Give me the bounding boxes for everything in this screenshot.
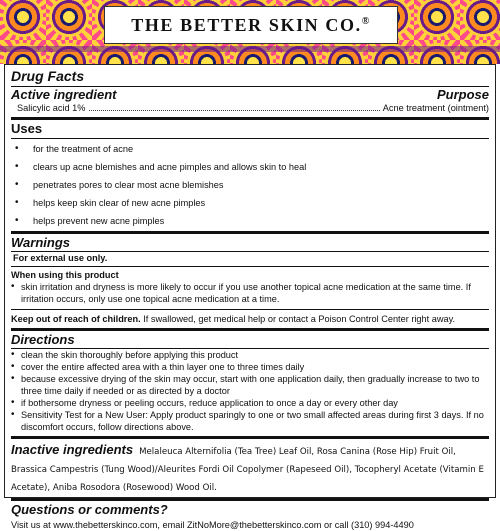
questions-heading: Questions or comments? xyxy=(11,502,168,517)
warnings-heading: Warnings xyxy=(11,235,70,250)
uses-item: • helps prevent new acne pimples xyxy=(11,215,489,227)
uses-list xyxy=(11,143,489,227)
inactive-ingredients-section xyxy=(11,441,489,495)
banner-stripe xyxy=(0,46,500,52)
directions-heading: Directions xyxy=(11,332,75,347)
inactive-ingredients-heading: Inactive ingredients xyxy=(11,442,134,457)
directions-item: • cover the entire affected area with a thin layer one to three times daily xyxy=(11,361,489,373)
brand-logo-box xyxy=(104,6,398,44)
directions-item: • clean the skin thoroughly before applying this product xyxy=(11,349,489,361)
drug-facts-title: Drug Facts xyxy=(11,68,85,84)
active-ingredient-heading: Active ingredient xyxy=(11,87,117,102)
drug-facts-header xyxy=(11,65,489,84)
when-using-heading: When using this product xyxy=(11,270,119,280)
when-using-item: • skin irritation and dryness is more likely to occur if you use another topical acne medication at the same time. If irritation occurs, only use one topical acne medication at a time. xyxy=(11,281,489,305)
directions-item: • Sensitivity Test for a New User: Apply product sparingly to one or two small affected areas during first 3 days. If no discomfort occurs, follow directions above. xyxy=(11,409,489,433)
drug-facts-panel xyxy=(4,64,496,530)
when-using-list xyxy=(11,281,489,305)
uses-item: • clears up acne blemishes and acne pimples and allows skin to heal xyxy=(11,161,489,173)
brand-name: THE BETTER SKIN CO.® xyxy=(131,14,371,35)
uses-heading: Uses xyxy=(11,121,43,136)
external-use-text: For external use only. xyxy=(13,253,108,263)
inactive-ingredients-text: Melaleuca Alternifolia (Tea Tree) Leaf Oil, Rosa Canina (Rose Hip) Fruit Oil, Brassica Campestris (Tung Wood)/Aleurites Fordi Oil Copolymer (Rapeseed Oil), Tocopheryl Acetate (Vitamin E Acetate), Aniba Rosodora (Rosewood) Wood Oil. xyxy=(11,447,484,493)
active-ingredient-row xyxy=(11,102,489,114)
active-ingredient-name: Salicylic acid 1% xyxy=(17,103,86,113)
keep-out-of-reach: Keep out of reach of children. If swallowed, get medical help or contact a Poison Control Center right away. xyxy=(11,314,456,324)
uses-item: • for the treatment of acne xyxy=(11,143,489,155)
purpose-heading: Purpose xyxy=(436,87,489,102)
dotted-leader xyxy=(89,110,379,111)
directions-item: • if bothersome dryness or peeling occurs, reduce application to once a day or every other day xyxy=(11,397,489,409)
directions-item: • because excessive drying of the skin may occur, start with one application daily, then gradually increase to two to three time daily if needed or as directed by a doctor xyxy=(11,373,489,397)
active-ingredient-purpose: Acne treatment (ointment) xyxy=(382,103,489,113)
questions-contact-text: Visit us at www.thebetterskinco.com, email ZitNoMore@thebetterskinco.com or call (310) 994-4490 xyxy=(11,520,414,530)
uses-item: • helps keep skin clear of new acne pimples xyxy=(11,197,489,209)
uses-item: • penetrates pores to clear most acne blemishes xyxy=(11,179,489,191)
directions-list xyxy=(11,349,489,433)
active-ingredient-header-row xyxy=(11,88,489,102)
